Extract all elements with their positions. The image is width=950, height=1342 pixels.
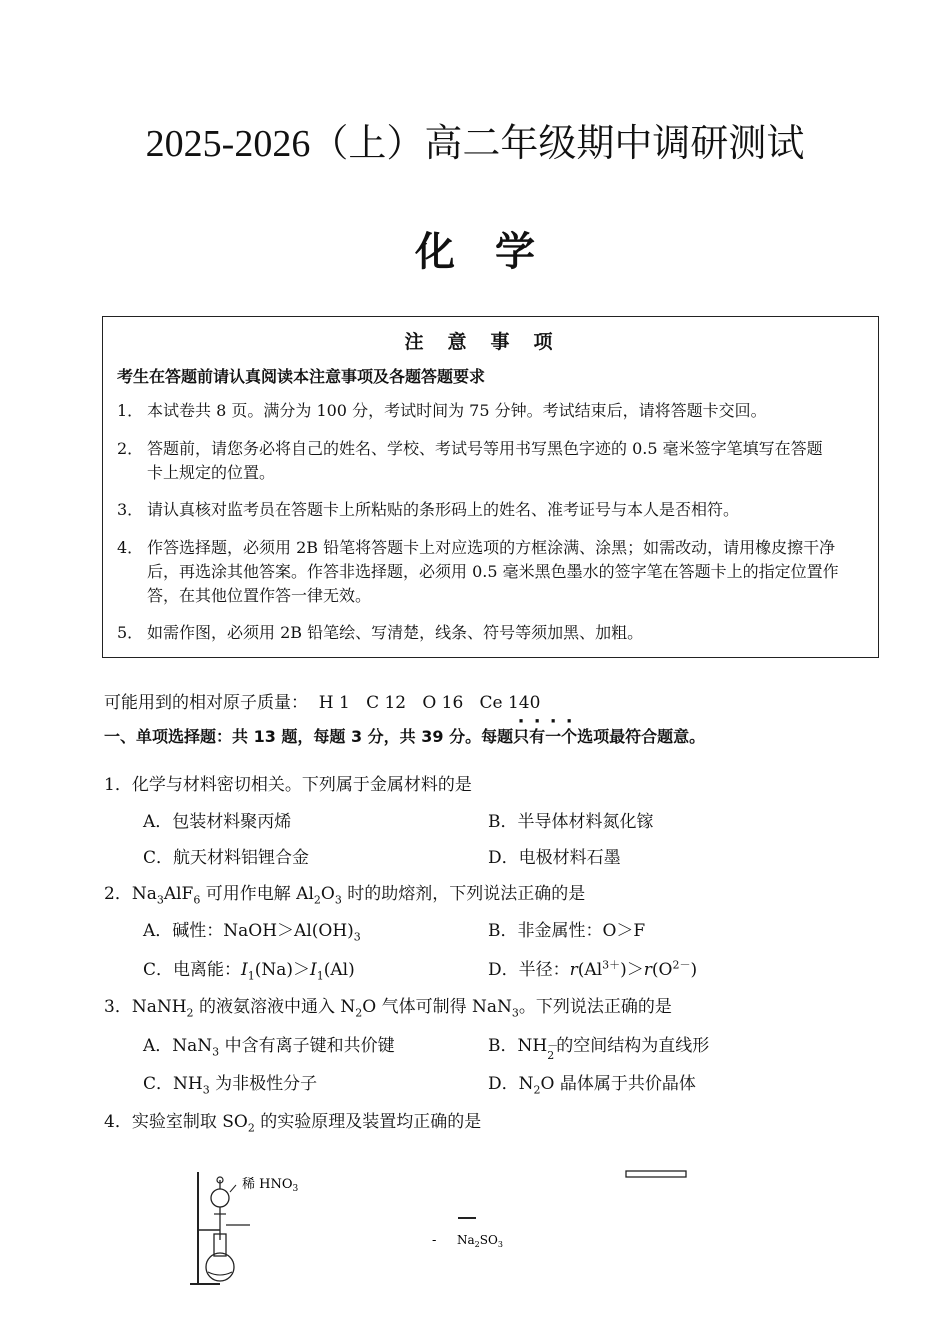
notice-title: 注意事项 [404, 331, 577, 353]
notice-item-number: 5． [117, 623, 144, 642]
notice-item-1 [117, 399, 857, 423]
q1-option-c: C．航天材料铝锂合金 [143, 848, 310, 868]
q2-option-b: B．非金属性：O＞F [488, 921, 646, 941]
notice-item-3 [117, 498, 857, 522]
salt-label: $Na_2SO_3$ [457, 1233, 503, 1249]
notice-box [102, 316, 879, 658]
q1-stem: 1．化学与材料密切相关。下列属于金属材料的是 [104, 775, 472, 795]
apparatus-figure [150, 1150, 710, 1290]
notice-heading: 考生在答题前请认真阅读本注意事项及各题答题要求 [117, 367, 486, 386]
q2-option-a: A．碱性：$NaOH>Al(OH)_3$ [143, 921, 361, 944]
q2-option-d: D．半径：$r(Al^{3+})>r(O^{2-})$ [488, 958, 698, 980]
q3-option-a: A．NaN$_3$ 中含有离子键和共价键 [143, 1036, 395, 1059]
notice-item-2 [117, 437, 857, 485]
notice-item-text: 作答选择题，必须用 2B 铅笔将答题卡上对应选项的方框涂满、涂黑；如需改动，请用橡皮擦干净后，再选涂其他答案。作答非选择题，必须用 0.5 毫米黑色墨水的签字笔在答题卡上的指定位置作答，在其他位置作答一律无效。 [147, 538, 839, 605]
q2-stem: 2．$Na_3AlF_6$ 可用作电解 $Al_2O_3$ 时的助熔剂，下列说法正确的是 [104, 884, 586, 907]
q3-stem: 3．NaNH$_2$ 的液氨溶液中通入 $N_2O$ 气体可制得 NaN$_3$。下列说法正确的是 [104, 997, 672, 1020]
notice-item-number: 4． [117, 538, 144, 557]
subject-title: 化学 [415, 229, 575, 275]
notice-item-4 [117, 536, 857, 608]
emphasis-char: 有 [529, 727, 546, 746]
notice-item-text: 本试卷共 8 页。满分为 100 分，考试时间为 75 分钟。考试结束后，请将答题卡交回。 [147, 401, 767, 420]
exam-title: 2025-2026（上）高二年级期中调研测试 [145, 123, 805, 165]
section-heading [104, 724, 705, 747]
q3-option-d: D．$N_2O$ 晶体属于共价晶体 [488, 1074, 696, 1097]
emphasis-char: 只 [513, 727, 530, 746]
q2-option-c: C．电离能：$I_1(Na)>I_1(Al)$ [143, 960, 355, 983]
atomic-masses: 可能用到的相对原子质量： H 1 C 12 O 16 Ce 140 [104, 693, 541, 713]
q3-option-c: C．$NH_3$ 为非极性分子 [143, 1074, 318, 1097]
notice-item-text: 请认真核对监考员在答题卡上所粘贴的条形码上的姓名、准考证号与本人是否相符。 [147, 500, 740, 519]
section-heading-prefix: 一、单项选择题：共 13 题，每题 3 分，共 39 分。每题 [104, 727, 514, 746]
acid-label: 稀 $HNO_3$ [242, 1177, 299, 1194]
notice-item-number: 1． [117, 401, 144, 420]
dash-mark: - [432, 1233, 437, 1248]
emphasis-char: 一 [545, 727, 562, 746]
notice-item-text: 答题前，请您务必将自己的姓名、学校、考试号等用书写黑色字迹的 0.5 毫米签字笔填写在答题卡上规定的位置。 [147, 439, 823, 482]
right-apparatus-top [626, 1171, 686, 1177]
q4-stem: 4．实验室制取 $SO_2$ 的实验原理及装置均正确的是 [104, 1112, 482, 1135]
section-heading-emphasis [513, 727, 577, 746]
notice-item-number: 3． [117, 500, 144, 519]
emphasis-char: 个 [561, 727, 578, 746]
notice-item-number: 2． [117, 439, 144, 458]
notice-item-5 [117, 621, 857, 645]
q3-option-b: B．NH － 2 的空间结构为直线形 [488, 1036, 710, 1062]
section-heading-suffix: 选项最符合题意。 [577, 727, 706, 746]
separatory-funnel [211, 1189, 229, 1207]
q1-option-b: B．半导体材料氮化镓 [488, 812, 654, 832]
q1-option-a: A．包装材料聚丙烯 [143, 812, 292, 832]
round-bottom-flask [206, 1253, 234, 1281]
q1-option-d: D．电极材料石墨 [488, 848, 621, 868]
notice-item-text: 如需作图，必须用 2B 铅笔绘、写清楚，线条、符号等须加黑、加粗。 [147, 623, 644, 642]
